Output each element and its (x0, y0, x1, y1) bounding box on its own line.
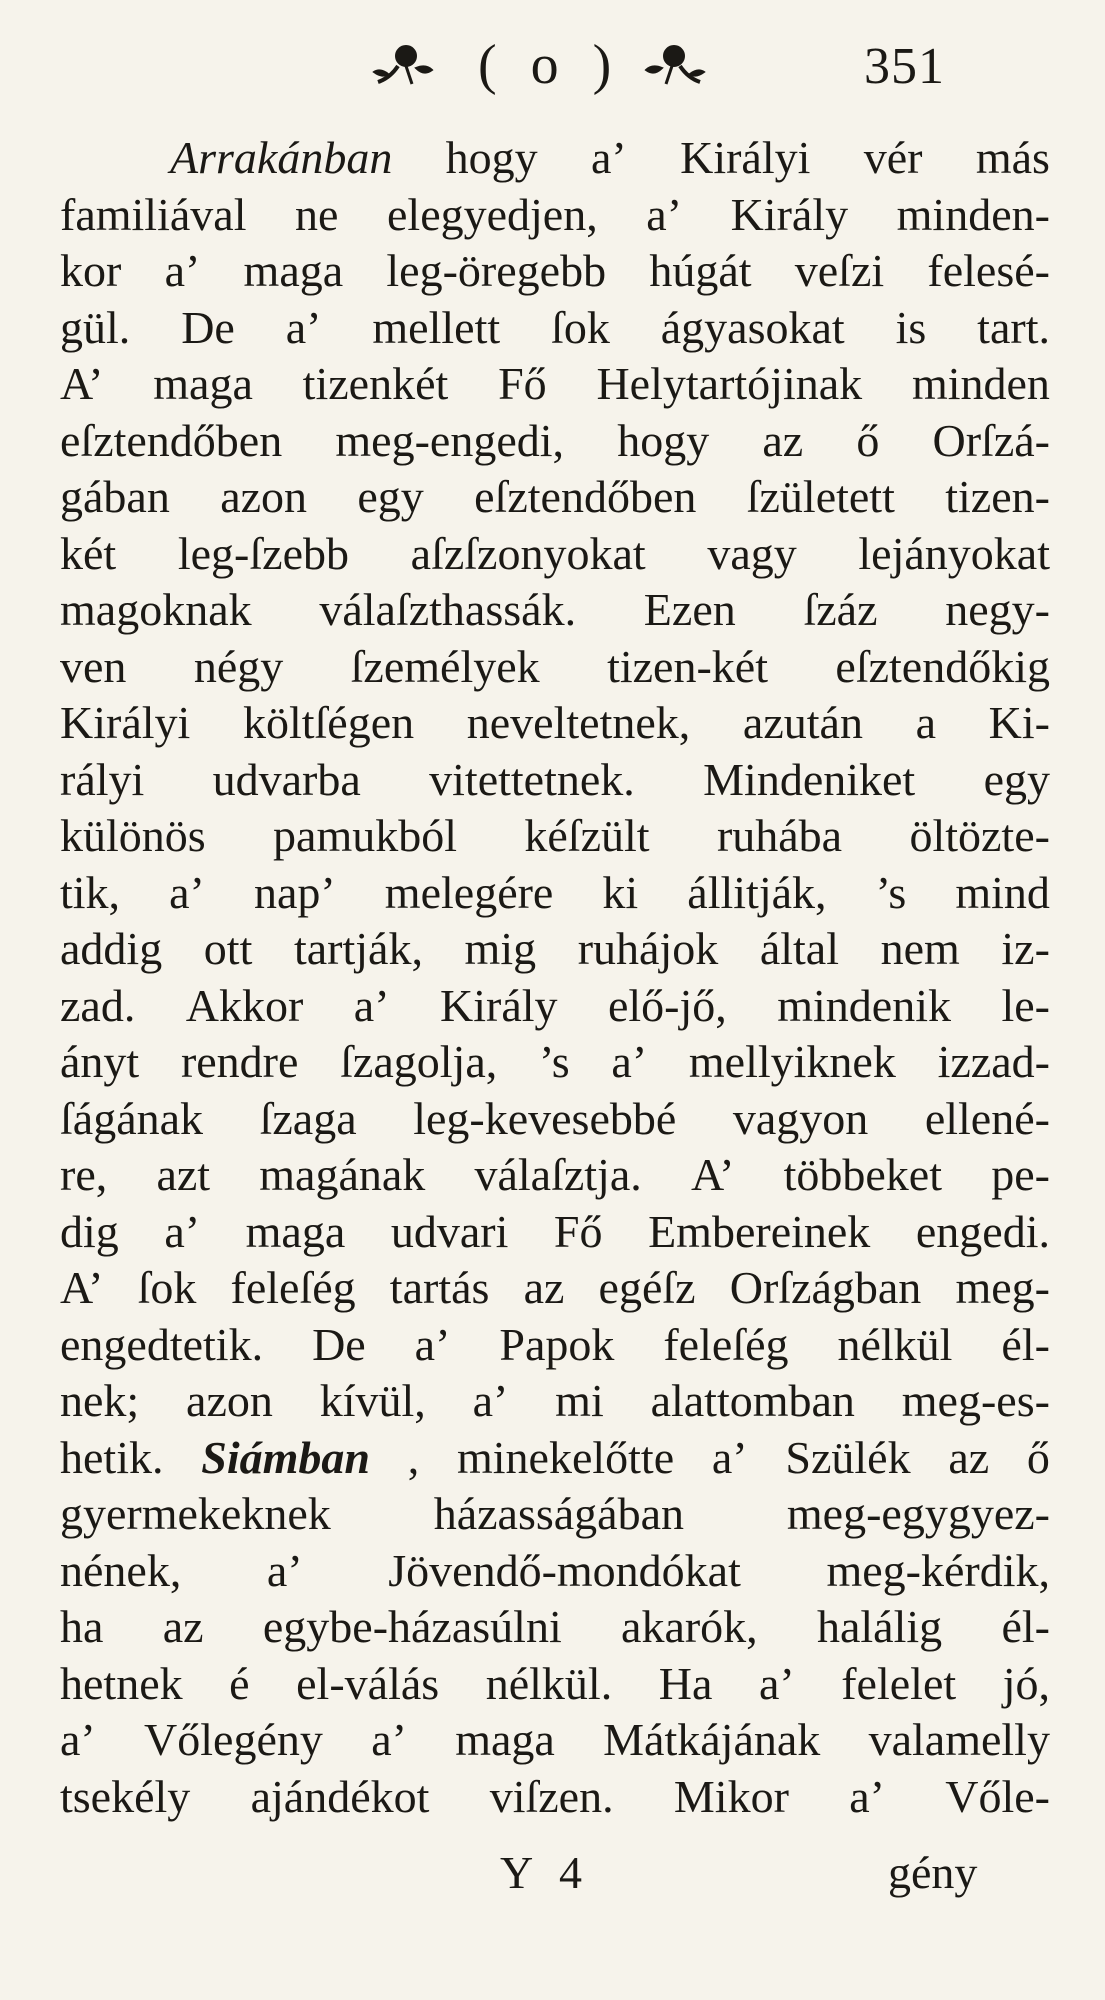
word: ott (203, 923, 253, 974)
text-line (60, 1543, 1050, 1600)
word: mind (955, 866, 1050, 918)
word: ő (1026, 1431, 1050, 1483)
word: ’s (875, 866, 907, 918)
text-line (60, 1599, 1050, 1656)
word: engedi. (915, 1205, 1050, 1257)
text-line (60, 921, 1050, 978)
word: él- (1001, 1601, 1050, 1652)
word: el-válás (296, 1657, 440, 1709)
word: öltözte- (909, 810, 1050, 861)
word: válaſztja. (474, 1149, 642, 1200)
word: nélkül. (485, 1657, 613, 1709)
word: halálig (816, 1601, 943, 1652)
text-line (60, 808, 1050, 865)
word: az (762, 414, 804, 466)
word: Mátkájának (603, 1714, 821, 1765)
word: ágyasokat (660, 301, 845, 353)
word: akarók, (621, 1601, 758, 1652)
word: állitják, (687, 866, 827, 918)
page-header (0, 30, 1105, 100)
word: kéſzült (524, 810, 650, 861)
word: felesé- (927, 245, 1050, 296)
word: Király (440, 979, 558, 1031)
word: a’ (164, 1205, 201, 1257)
text-line (60, 865, 1050, 922)
word: nap’ (253, 866, 336, 918)
word: A’ (690, 1149, 735, 1200)
word: hetnek (60, 1657, 183, 1709)
word: költſégen (242, 697, 415, 748)
word: a’ (414, 1318, 451, 1370)
body-text (60, 130, 1050, 1825)
word: neveltetnek, (466, 697, 691, 748)
word: Király (730, 188, 849, 240)
word: is (895, 301, 927, 353)
word: tartás (389, 1262, 490, 1313)
word: ruhájok (577, 923, 719, 974)
word: ſzagolja, (340, 1036, 498, 1087)
word: ő (856, 414, 880, 466)
word: Arrakánban (170, 132, 393, 183)
word: ſzemélyek (350, 640, 540, 692)
word: maga (245, 1205, 346, 1257)
text-line (60, 1260, 1050, 1317)
word: által (759, 923, 839, 974)
word: tizen-két (607, 640, 768, 692)
word: dig (60, 1205, 119, 1257)
word: meg-egygyez- (786, 1488, 1050, 1539)
word: ne (295, 188, 339, 240)
rose-ornament-icon (640, 38, 710, 88)
word: két (60, 527, 117, 579)
page-footer (0, 1838, 1105, 1908)
word: leg-ſzebb (177, 527, 349, 579)
word: zad. (60, 979, 136, 1031)
word: eſztendőben (60, 414, 283, 466)
word: lejányokat (858, 527, 1050, 579)
word: maga (153, 358, 253, 409)
word: addig (60, 923, 163, 974)
word: nek; (60, 1375, 140, 1426)
word: maga (455, 1714, 555, 1765)
text-line (60, 752, 1050, 809)
word: Jövendő-mondókat (388, 1544, 741, 1596)
word: De (181, 301, 235, 353)
text-line (60, 639, 1050, 696)
text-line (60, 300, 1050, 357)
word: aſzſzonyokat (410, 527, 646, 579)
word: ki (602, 866, 639, 918)
word: , (407, 1431, 420, 1483)
word: Fő (498, 358, 547, 409)
word: mellyiknek (688, 1036, 896, 1087)
word: tizenkét (302, 358, 449, 409)
text-line (60, 1430, 1050, 1487)
word: leg-öregebb (386, 245, 607, 296)
word: Siámban (201, 1431, 370, 1483)
word: pe- (991, 1149, 1050, 1200)
word: hogy (617, 414, 710, 466)
word: Fő (553, 1205, 603, 1257)
word: a’ (285, 301, 322, 353)
text-line (60, 1373, 1050, 1430)
word: minekelőtte (456, 1431, 675, 1483)
word: engedtetik. (60, 1318, 264, 1370)
word: az (523, 1262, 565, 1313)
rose-ornament-icon (368, 38, 438, 88)
word: ha (60, 1601, 104, 1652)
word: kívül, (319, 1375, 426, 1426)
page-number: 351 (864, 38, 945, 95)
word: ſzáz (803, 584, 878, 635)
text-line (60, 582, 1050, 639)
word: A’ (60, 358, 104, 409)
word: Vőlegény (144, 1714, 323, 1765)
word: Ezen (643, 584, 736, 635)
word: feleſég (230, 1262, 356, 1313)
text-line (60, 1034, 1050, 1091)
text-line (60, 130, 1050, 187)
word: azt (156, 1149, 211, 1200)
text-line (60, 1317, 1050, 1374)
word: veſzi (794, 245, 885, 296)
word: hetik. (60, 1431, 164, 1483)
word: alattomban (650, 1375, 855, 1426)
word: le- (1001, 979, 1050, 1031)
word: negy- (945, 584, 1050, 635)
text-line (60, 243, 1050, 300)
text-line (60, 187, 1050, 244)
word: minden- (896, 188, 1050, 240)
word: egy (357, 471, 424, 522)
word: Vőle- (945, 1770, 1050, 1822)
word: nem (880, 923, 960, 974)
word: egéſz (598, 1262, 696, 1313)
word: vitettetnek. (429, 753, 635, 805)
word: a’ (646, 188, 683, 240)
word: mi (555, 1375, 604, 1426)
word: a’ (711, 1431, 748, 1483)
word: meg-kérdik, (826, 1544, 1050, 1596)
page-header-mark: ( o ) (478, 34, 622, 96)
word: nélkül (837, 1318, 953, 1370)
word: a’ (591, 132, 627, 183)
word: a’ (472, 1375, 509, 1426)
word: azután (742, 697, 863, 748)
word: ellené- (924, 1092, 1050, 1144)
word: gyermekeknek (60, 1488, 331, 1539)
word: melegére (384, 866, 554, 918)
text-line (60, 1656, 1050, 1713)
word: ruhába (716, 810, 843, 861)
word: négy (193, 640, 284, 692)
word: hogy (445, 132, 538, 183)
word: a’ (371, 1714, 407, 1765)
word: magoknak (60, 584, 252, 635)
word: tik, (60, 866, 121, 918)
word: jó, (1002, 1657, 1050, 1709)
word: meg- (955, 1262, 1050, 1313)
word: Akkor (185, 979, 304, 1031)
word: a’ (164, 245, 201, 296)
word: tizen- (945, 471, 1050, 522)
word: egy (983, 753, 1050, 805)
word: a’ (353, 979, 390, 1031)
word: a’ (60, 1714, 96, 1765)
word: Papok (499, 1318, 615, 1370)
word: Orſzágban (729, 1262, 922, 1313)
word: Mikor (673, 1770, 789, 1822)
word: De (312, 1318, 366, 1370)
word: viſzen. (489, 1770, 614, 1822)
word: ſok (551, 301, 610, 353)
word: tart. (977, 301, 1050, 353)
word: rendre (180, 1036, 299, 1087)
word: mellett (372, 301, 501, 353)
word: Mindeniket (703, 753, 916, 805)
word: válaſzthassák. (319, 584, 577, 635)
word: iz- (1001, 923, 1050, 974)
text-line (60, 413, 1050, 470)
word: magának (259, 1149, 426, 1200)
text-line (60, 1147, 1050, 1204)
word: meg-engedi, (335, 414, 565, 466)
word: a’ (611, 1036, 648, 1087)
word: é (229, 1657, 250, 1709)
text-line (60, 356, 1050, 413)
text-line (60, 978, 1050, 1035)
word: A’ (60, 1262, 104, 1313)
signature-mark: Y 4 (500, 1847, 591, 1898)
word: felelet (841, 1657, 957, 1709)
text-line (60, 1204, 1050, 1261)
word: izzad- (937, 1036, 1050, 1087)
word: más (975, 132, 1050, 183)
word: mig (464, 923, 537, 974)
word: elegyedjen, (387, 188, 598, 240)
word: nének, (60, 1544, 182, 1596)
word: elő-jő, (607, 979, 727, 1031)
word: a’ (169, 866, 205, 918)
word: Embereinek (648, 1205, 871, 1257)
word: ányt (60, 1036, 140, 1087)
word: meg-es- (901, 1375, 1050, 1426)
word: ven (60, 640, 127, 692)
word: maga (243, 245, 344, 296)
word: ſzületett (746, 471, 895, 522)
word: különös (60, 810, 206, 861)
word: az (948, 1431, 990, 1483)
word: az (162, 1601, 204, 1652)
word: húgát (649, 245, 752, 296)
word: Ha (658, 1657, 713, 1709)
word: Orſzá- (932, 414, 1050, 466)
word: gül. (60, 301, 131, 353)
word: házasságában (433, 1488, 684, 1539)
word: többeket (783, 1149, 942, 1200)
word: vér (863, 132, 923, 183)
text-line (60, 526, 1050, 583)
text-line (60, 1769, 1050, 1826)
word: udvarba (212, 753, 361, 805)
word: azon (186, 1375, 273, 1426)
text-line (60, 1712, 1050, 1769)
word: kor (60, 245, 122, 296)
word: Ki- (988, 697, 1050, 748)
word: tsekély (60, 1770, 191, 1822)
word: familiával (60, 188, 247, 240)
word: re, (60, 1149, 108, 1200)
word: feleſég (663, 1318, 789, 1370)
word: mindenik (777, 979, 951, 1031)
word: egybe-házasúlni (262, 1601, 562, 1652)
text-line (60, 695, 1050, 752)
word: udvari (390, 1205, 509, 1257)
word: a’ (266, 1544, 303, 1596)
text-line (60, 1091, 1050, 1148)
word: ’s (538, 1036, 570, 1087)
word: azon (220, 471, 308, 522)
text-line (60, 1486, 1050, 1543)
word: vagyon (732, 1092, 869, 1144)
word: ajándékot (250, 1770, 430, 1822)
word: a’ (849, 1770, 885, 1822)
word: Helytartójinak (596, 358, 863, 409)
word: vagy (707, 527, 797, 579)
word: ſok (137, 1262, 197, 1313)
word: a’ (758, 1657, 795, 1709)
word: gában (60, 471, 170, 522)
word: leg-kevesebbé (413, 1092, 677, 1144)
word: Királyi (680, 132, 811, 183)
word: pamukból (273, 810, 458, 861)
catchword: gény (888, 1847, 978, 1898)
word: eſztendőkig (835, 640, 1050, 692)
word: valamelly (868, 1714, 1050, 1765)
word: Királyi (60, 697, 191, 748)
text-line (60, 469, 1050, 526)
word: eſztendőben (474, 471, 697, 522)
word: tartják, (293, 923, 423, 974)
word: él- (1001, 1318, 1050, 1370)
word: minden (911, 358, 1050, 409)
word: rályi (60, 753, 145, 805)
word: ſzaga (259, 1092, 357, 1144)
word: Szülék (785, 1431, 911, 1483)
word: a (915, 697, 937, 748)
word: ſágának (60, 1092, 204, 1144)
